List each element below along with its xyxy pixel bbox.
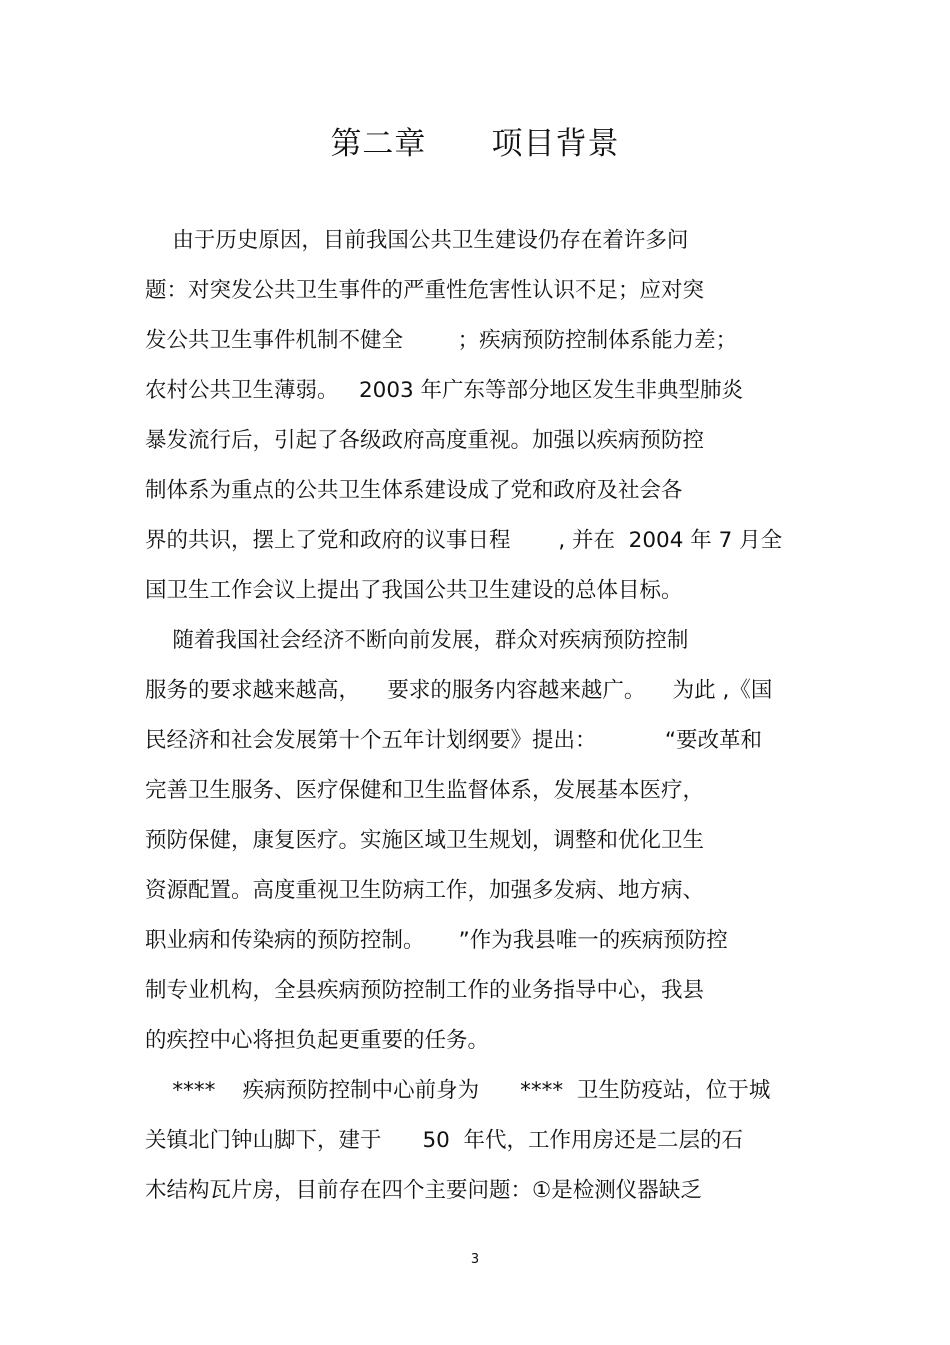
text-line: **** 疾病预防控制中心前身为 **** 卫生防疫站，位于城 <box>145 1078 771 1103</box>
text-line: 制体系为重点的公共卫生体系建设成了党和政府及社会各 <box>145 478 683 503</box>
text-line: 随着我国社会经济不断向前发展，群众对疾病预防控制 <box>145 628 689 653</box>
text-line: 暴发流行后，引起了各级政府高度重视。加强以疾病预防控 <box>145 428 705 453</box>
text-line: 题：对突发公共卫生事件的严重性危害性认识不足；应对突 <box>145 278 705 303</box>
text-line: 界的共识，摆上了党和政府的议事日程 , 并在 2004 年 7 月全 <box>145 528 783 553</box>
text-line: 的疾控中心将担负起更重要的任务。 <box>145 1028 490 1053</box>
text-line: 木结构瓦片房，目前存在四个主要问题：①是检测仪器缺乏 <box>145 1178 702 1203</box>
text-line: 预防保健，康复医疗。实施区域卫生规划，调整和优化卫生 <box>145 828 705 853</box>
text-line: 由于历史原因，目前我国公共卫生建设仍存在着许多问 <box>145 228 689 253</box>
text-line: 发公共卫生事件机制不健全 ；疾病预防控制体系能力差； <box>145 328 738 353</box>
text-line: 制专业机构，全县疾病预防控制工作的业务指导中心，我县 <box>145 978 705 1003</box>
text-line: 民经济和社会发展第十个五年计划纲要》提出： “要改革和 <box>145 728 762 753</box>
text-line: 职业病和传染病的预防控制。 ”作为我县唯一的疾病预防控 <box>145 928 728 953</box>
text-line: 完善卫生服务、医疗保健和卫生监督体系，发展基本医疗， <box>145 778 705 803</box>
text-line: 关镇北门钟山脚下，建于 50 年代，工作用房还是二层的石 <box>145 1128 744 1153</box>
page-number: 3 <box>470 1252 480 1267</box>
text-line: 国卫生工作会议上提出了我国公共卫生建设的总体目标。 <box>145 578 683 603</box>
text-line: 服务的要求越来越高， 要求的服务内容越来越广。 为此 ,《国 <box>145 678 773 703</box>
text-line: 资源配置。高度重视卫生防病工作，加强多发病、地方病、 <box>145 878 705 903</box>
text-line: 农村公共卫生薄弱。 2003 年广东等部分地区发生非典型肺炎 <box>145 378 744 403</box>
chapter-title: 第二章 项目背景 <box>330 126 620 162</box>
